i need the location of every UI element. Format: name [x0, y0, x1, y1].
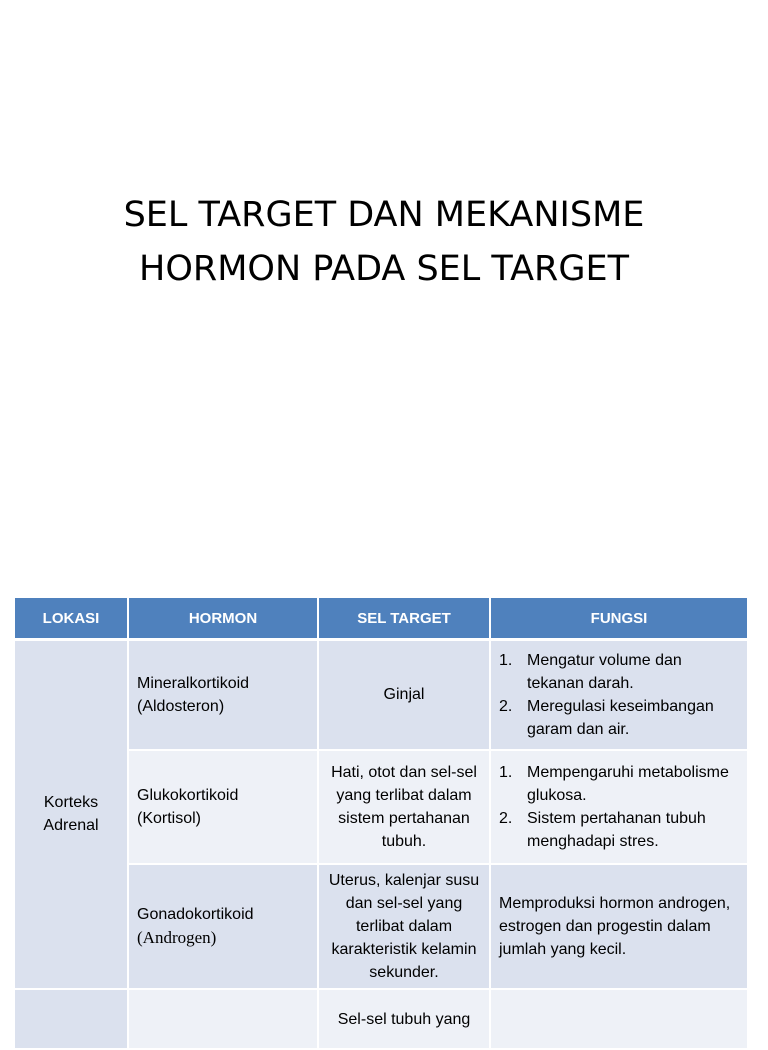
hormon-subname: (Kortisol)	[137, 809, 202, 827]
fungsi-number: 2.	[499, 809, 513, 827]
table-row	[15, 640, 747, 750]
sel-target-cell: Uterus, kalenjar susu dan sel-sel yang terlibat dalam karakteristik kelamin sekunder.	[318, 864, 490, 989]
fungsi-list	[499, 649, 739, 741]
sel-target-cell: Ginjal	[318, 640, 490, 750]
hormon-subname: (Aldosteron)	[137, 697, 225, 715]
fungsi-text: Mempengaruhi metabolisme glukosa.	[527, 763, 729, 804]
slide-title-line-1: SEL TARGET DAN MEKANISME	[123, 195, 645, 235]
hormon-name: Glukokortikoid	[137, 786, 239, 804]
fungsi-list	[499, 761, 739, 853]
fungsi-cell	[490, 750, 747, 864]
hormon-cell	[128, 864, 318, 989]
hormon-subname: (Androgen)	[137, 928, 217, 947]
header-sel-target: SEL TARGET	[318, 598, 490, 640]
lokasi-line-1: Korteks	[43, 794, 99, 812]
sel-target-cell: Hati, otot dan sel-sel yang terlibat dalam sistem pertahanan tubuh.	[318, 750, 490, 864]
header-fungsi: FUNGSI	[490, 598, 747, 640]
slide-title	[0, 188, 768, 296]
sel-target-cell: Sel-sel tubuh yang	[318, 989, 490, 1049]
hormon-cell	[128, 989, 318, 1049]
hormon-cell	[128, 750, 318, 864]
table-header-row	[15, 598, 747, 640]
hormon-name: Mineralkortikoid	[137, 674, 250, 692]
fungsi-number: 1.	[499, 651, 513, 669]
slide-title-line-2: HORMON PADA SEL TARGET	[139, 249, 629, 289]
header-hormon: HORMON	[128, 598, 318, 640]
hormone-table	[15, 598, 747, 1050]
fungsi-cell	[490, 989, 747, 1049]
fungsi-cell: Memproduksi hormon androgen, estrogen dan progestin dalam jumlah yang kecil.	[490, 864, 747, 989]
header-lokasi: LOKASI	[15, 598, 128, 640]
fungsi-item	[499, 761, 739, 807]
hormon-cell	[128, 640, 318, 750]
fungsi-text: Sistem pertahanan tubuh menghadapi stres.	[527, 809, 706, 850]
fungsi-cell	[490, 640, 747, 750]
fungsi-item	[499, 649, 739, 695]
fungsi-text: Mengatur volume dan tekanan darah.	[527, 651, 682, 692]
table-row	[15, 989, 747, 1049]
lokasi-cell	[15, 989, 128, 1049]
fungsi-text: Meregulasi keseimbangan garam dan air.	[527, 697, 714, 738]
lokasi-cell	[15, 640, 128, 989]
hormon-name: Gonadokortikoid	[137, 906, 254, 923]
lokasi-line-2: Adrenal	[43, 817, 99, 835]
fungsi-item	[499, 807, 739, 853]
fungsi-number: 1.	[499, 763, 513, 781]
fungsi-item	[499, 695, 739, 741]
fungsi-number: 2.	[499, 697, 513, 715]
